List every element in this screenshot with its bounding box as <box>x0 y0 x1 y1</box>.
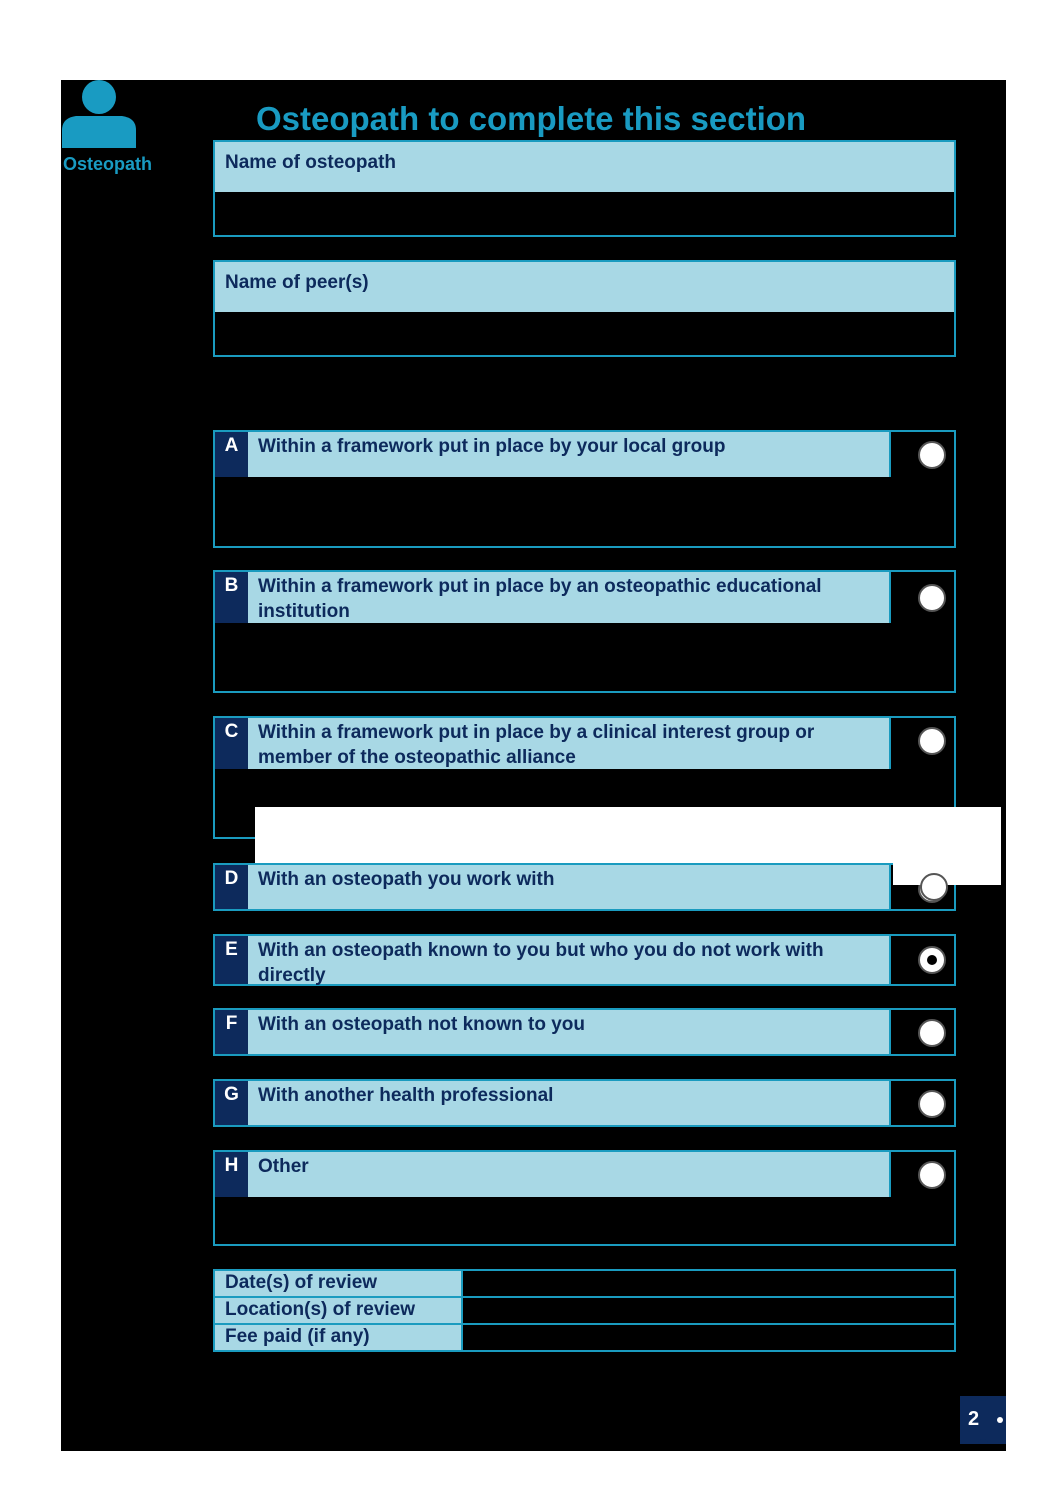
option-letter: G <box>215 1081 248 1125</box>
option-text: With an osteopath known to you but who you do not work with directly <box>248 936 891 984</box>
option-letter: B <box>215 572 248 623</box>
option-f-radio[interactable] <box>918 1019 946 1047</box>
option-text: Other <box>248 1152 891 1197</box>
osteopath-person-icon <box>62 80 136 148</box>
option-h-details-input[interactable] <box>215 1197 954 1244</box>
option-letter: F <box>215 1010 248 1054</box>
peer-names-input[interactable] <box>215 312 954 355</box>
fee-paid-label: Fee paid (if any) <box>215 1325 463 1350</box>
option-d-radio-overlay <box>920 873 948 901</box>
option-b <box>213 570 956 693</box>
option-f <box>213 1008 956 1056</box>
osteopath-name-input[interactable] <box>215 192 954 235</box>
option-text: With another health professional <box>248 1081 891 1125</box>
review-details-table <box>213 1269 956 1352</box>
section-title: Osteopath to complete this section <box>256 100 807 137</box>
option-letter: D <box>215 865 248 909</box>
option-g-radio[interactable] <box>918 1090 946 1118</box>
option-e <box>213 934 956 986</box>
page-number: 2 <box>968 1408 980 1430</box>
page-number-badge <box>960 1396 1006 1444</box>
option-c-radio[interactable] <box>918 727 946 755</box>
option-h-radio[interactable] <box>918 1161 946 1189</box>
option-text: Within a framework put in place by a clinical interest group or member of the osteopathic alliance <box>248 718 891 769</box>
radio-selected-dot <box>927 955 937 965</box>
option-e-radio[interactable] <box>918 946 946 974</box>
option-text: With an osteopath not known to you <box>248 1010 891 1054</box>
option-letter: H <box>215 1152 248 1197</box>
option-text: Within a framework put in place by an osteopathic educational institution <box>248 572 891 623</box>
option-d <box>213 863 956 911</box>
option-a <box>213 430 956 548</box>
white-overlay-block <box>255 807 1001 863</box>
option-text: Within a framework put in place by your local group <box>248 432 891 477</box>
option-b-details-input[interactable] <box>215 623 954 691</box>
table-row <box>215 1271 954 1298</box>
peer-names-field <box>213 260 956 357</box>
option-b-radio[interactable] <box>918 584 946 612</box>
option-letter: C <box>215 718 248 769</box>
table-row <box>215 1325 954 1350</box>
option-a-details-input[interactable] <box>215 477 954 546</box>
fee-paid-input[interactable] <box>463 1325 954 1350</box>
osteopath-name-field <box>213 140 956 237</box>
peer-names-label: Name of peer(s) <box>215 262 954 312</box>
option-letter: A <box>215 432 248 477</box>
review-locations-label: Location(s) of review <box>215 1298 463 1323</box>
table-row <box>215 1298 954 1325</box>
osteopath-name-label: Name of osteopath <box>215 142 954 192</box>
review-locations-input[interactable] <box>463 1298 954 1323</box>
review-dates-input[interactable] <box>463 1271 954 1296</box>
osteopath-icon-label: Osteopath <box>63 154 153 174</box>
review-dates-label: Date(s) of review <box>215 1271 463 1296</box>
puzzle-shape-icon <box>960 1396 1006 1444</box>
option-g <box>213 1079 956 1127</box>
option-text: With an osteopath you work with <box>248 865 891 909</box>
option-h <box>213 1150 956 1246</box>
option-a-radio[interactable] <box>918 441 946 469</box>
option-letter: E <box>215 936 248 984</box>
